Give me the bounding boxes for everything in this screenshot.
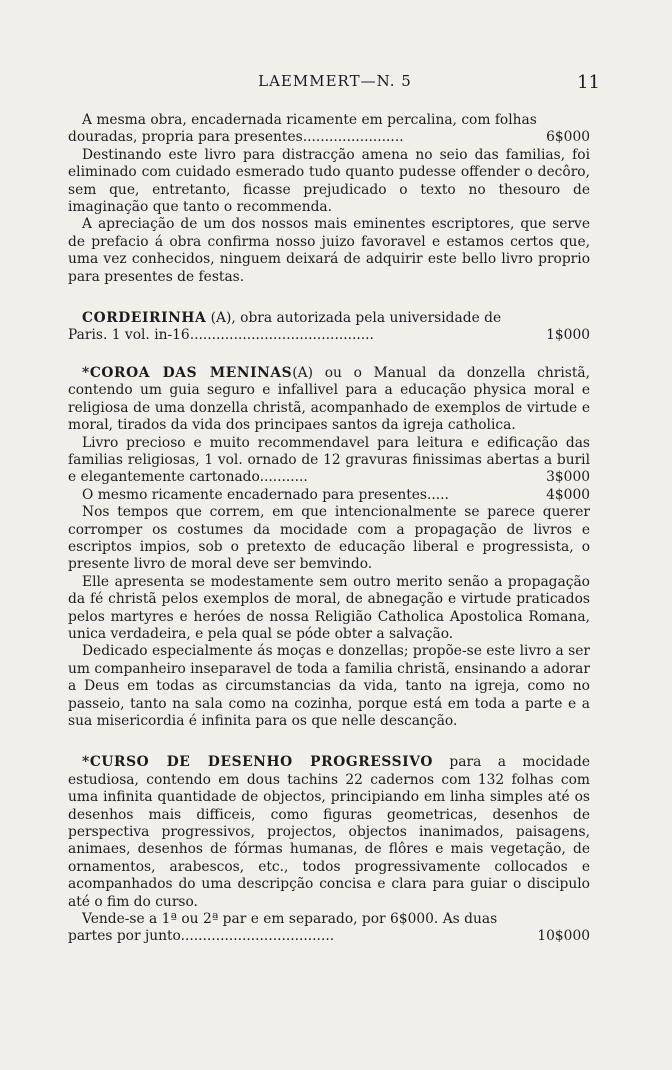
spacer bbox=[68, 345, 590, 365]
price-line bbox=[68, 112, 590, 129]
spacer bbox=[68, 286, 590, 310]
price-line bbox=[68, 129, 590, 146]
price-description: Livro precioso e muito recommendavel para leitura e edificação das familias religiosas, 1 vol. ornado de 12 gravuras finissimas abertas a buril e elegantemente cartonado........... bbox=[68, 434, 590, 486]
page-body bbox=[68, 112, 590, 946]
catalog-entry bbox=[68, 365, 590, 435]
entry-text: (A) ou o Manual da donzella christã, contendo um guia seguro e infallivel para a educação physica moral e religiosa de uma donzella christã, acompanhado de exemplos de virtude e moral, tirados da vida dos principaes santos da igreja catholica. bbox=[68, 364, 590, 434]
price-value: 4$000 bbox=[546, 486, 590, 503]
price-description: partes por junto................................... bbox=[68, 928, 335, 945]
page-number: 11 bbox=[577, 72, 600, 93]
paragraph-text: Vende-se a 1ª ou 2ª par e em separado, por 6$000. As duas bbox=[82, 911, 498, 928]
paragraph-text: Elle apresenta se modestamente sem outro merito senão a propagação da fé christã pelos exemplos de moral, de abnegação e virtude praticados pelos martyres e heróes de nossa Religião Catholica Apostolica Romana, unica verdadeira, e pela qual se póde obter a salvação. bbox=[68, 573, 590, 642]
catalog-entry bbox=[68, 754, 590, 911]
page-header bbox=[70, 72, 600, 96]
price-description: Paris. 1 vol. in-16.......................................... bbox=[68, 327, 374, 344]
price-line bbox=[68, 327, 590, 344]
paragraph-text: A apreciação de um dos nossos mais eminentes escriptores, que serve de prefacio á obra confirma nosso juizo favoravel e estamos certos que, uma vez conhecidos, ninguem deixará de adquirir este bello livro proprio para presentes de festas. bbox=[68, 216, 590, 285]
price-paragraph bbox=[68, 435, 590, 487]
price-line bbox=[68, 928, 590, 945]
entry-text: (A), obra autorizada pela universidade de bbox=[210, 310, 502, 327]
paragraph-text: A mesma obra, encadernada ricamente em percalina, com folhas bbox=[82, 112, 537, 128]
spacer bbox=[68, 730, 590, 754]
entry-title: *CURSO DE DESENHO PROGRESSIVO bbox=[82, 754, 433, 771]
price-description: O mesmo ricamente encadernado para presentes..... bbox=[82, 486, 449, 503]
paragraph-text: Destinando este livro para distracção amena no seio das familias, foi eliminado com cuidado esmerado tudo quanto pudesse offender o decôro, sem que, entretanto, ficasse prejudicado o texto no thesouro de imaginação que tanto o recommenda. bbox=[68, 146, 590, 216]
running-head: LAEMMERT—N. 5 bbox=[258, 72, 412, 90]
price-line bbox=[68, 487, 590, 504]
paragraph-text: Dedicado especialmente ás moças e donzellas; propõe-se este livro a ser um companheiro inseparavel de toda a familia christã, ensinando a adorar a Deus em todas as circumstancias da vida, tanto na igreja, como no passeio, tanto na sala como na cozinha, porque está em toda a parte e a sua misericordia é infinita para os que nelle descanção. bbox=[68, 643, 590, 729]
price-value: 6$000 bbox=[546, 129, 590, 146]
price-value: 3$000 bbox=[546, 469, 590, 486]
catalog-entry bbox=[68, 310, 590, 327]
entry-title: CORDEIRINHA bbox=[82, 310, 207, 327]
price-value: 1$000 bbox=[546, 327, 590, 344]
entry-title: *COROA DAS MENINAS bbox=[82, 364, 293, 381]
price-description: douradas, propria para presentes....................... bbox=[68, 129, 404, 146]
entry-text: para a mocidade estudiosa, contendo em dous tachins 22 cadernos com 132 folhas com uma infinita quantidade de objectos, principiando em linha simples até os desenhos mais difficeis, como figuras geometricas, desenhos de perspectiva progressivos, projectos, objectos inanimados, paisagens, animaes, desenhos de fórmas humanas, de flôres e mais vegetação, de ornamentos, arabescos, etc., todos progressivamente collocados e acompanhados do uma descripção concisa e clara para guiar o discipulo até o fim do curso. bbox=[68, 754, 591, 910]
paragraph-text: Nos tempos que correm, em que intencionalmente se parece querer corromper os costumes da mocidade com a propagação de livros e escriptos impios, sob o pretexto de educação liberal e progressista, o presente livro de moral deve ser bemvindo. bbox=[68, 504, 590, 573]
price-value: 10$000 bbox=[537, 928, 590, 945]
price-line bbox=[68, 435, 590, 487]
